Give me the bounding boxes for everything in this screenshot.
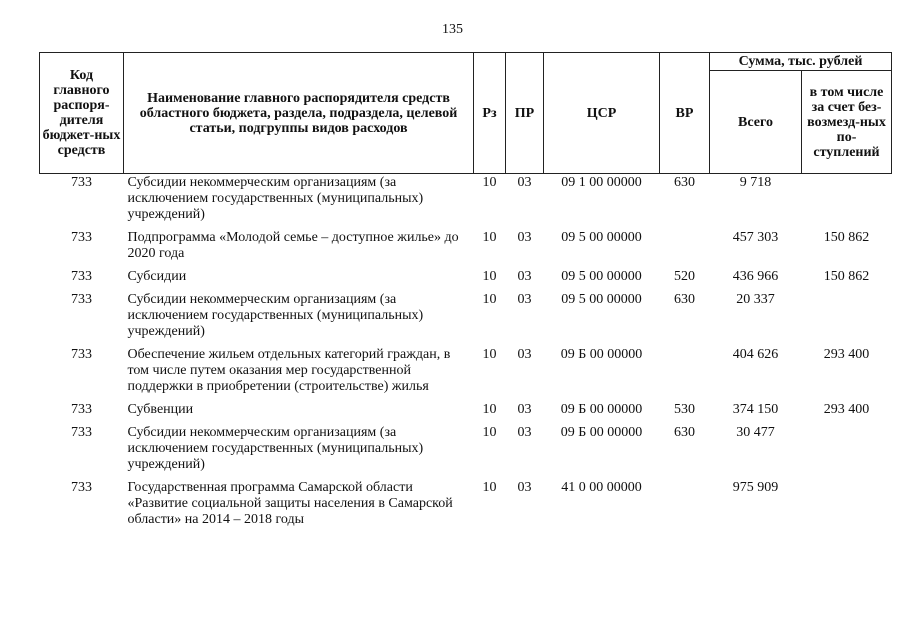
- cell-vr: 630: [674, 175, 695, 190]
- table-row: [40, 402, 892, 425]
- cell-vr: 520: [674, 269, 695, 284]
- cell-rz: 10: [482, 230, 497, 245]
- header-code: Код главного распоря-дителя бюджет-ных средств: [40, 53, 124, 174]
- cell-pr: 03: [517, 425, 532, 440]
- cell-csr: 09 Б 00 00000: [560, 402, 643, 417]
- cell-free: 293 400: [823, 402, 870, 417]
- cell-rz: 10: [482, 425, 497, 440]
- cell-rz: 10: [482, 175, 497, 190]
- cell-code: 733: [71, 175, 92, 190]
- cell-code: 733: [71, 230, 92, 245]
- cell-total: 975 909: [732, 480, 779, 495]
- cell-vr: [660, 480, 710, 535]
- cell-vr: [660, 347, 710, 402]
- cell-free: 150 862: [823, 230, 870, 245]
- header-total: Всего: [710, 71, 802, 174]
- cell-total: 404 626: [732, 347, 779, 362]
- cell-csr: 09 Б 00 00000: [560, 347, 643, 362]
- cell-code: 733: [71, 347, 92, 362]
- cell-name: Обеспечение жильем отдельных категорий граждан, в том числе путем оказания мер государственной поддержки в приобретении (строительстве) жилья: [127, 347, 451, 394]
- cell-name: Субсидии: [127, 269, 187, 284]
- cell-free: 293 400: [823, 347, 870, 362]
- cell-pr: 03: [517, 269, 532, 284]
- budget-table: [39, 52, 892, 535]
- cell-total: 9 718: [739, 175, 772, 190]
- cell-code: 733: [71, 292, 92, 307]
- table-row: [40, 230, 892, 269]
- table-header: [40, 53, 892, 174]
- cell-vr: 630: [674, 425, 695, 440]
- cell-pr: 03: [517, 402, 532, 417]
- cell-pr: 03: [517, 347, 532, 362]
- cell-free: [802, 425, 892, 480]
- cell-free: 150 862: [823, 269, 870, 284]
- header-pr: ПР: [506, 53, 544, 174]
- cell-rz: 10: [482, 480, 497, 495]
- table-row: [40, 347, 892, 402]
- cell-total: 374 150: [732, 402, 779, 417]
- cell-total: 30 477: [736, 425, 775, 440]
- header-name: Наименование главного распорядителя средств областного бюджета, раздела, подраздела, целевой статьи, подгруппы видов расходов: [124, 53, 474, 174]
- header-csr: ЦСР: [544, 53, 660, 174]
- cell-code: 733: [71, 425, 92, 440]
- cell-pr: 03: [517, 230, 532, 245]
- cell-pr: 03: [517, 292, 532, 307]
- cell-csr: 09 5 00 00000: [561, 230, 642, 245]
- table-row: [40, 480, 892, 535]
- cell-vr: [660, 230, 710, 269]
- cell-rz: 10: [482, 269, 497, 284]
- cell-pr: 03: [517, 480, 532, 495]
- cell-free: [802, 292, 892, 347]
- header-vr: ВР: [660, 53, 710, 174]
- header-free: в том числе за счет без-возмезд-ных по-ступлений: [802, 71, 892, 174]
- cell-csr: 41 0 00 00000: [561, 480, 642, 495]
- cell-name: Субсидии некоммерческим организациям (за исключением государственных (муниципальных) учреждений): [127, 425, 424, 472]
- cell-csr: 09 5 00 00000: [561, 292, 642, 307]
- cell-name: Субвенции: [127, 402, 194, 417]
- table-body: [40, 174, 892, 536]
- table-row: [40, 269, 892, 292]
- cell-name: Подпрограмма «Молодой семье – доступное жилье» до 2020 года: [127, 230, 459, 261]
- cell-csr: 09 5 00 00000: [561, 269, 642, 284]
- table-row: [40, 425, 892, 480]
- cell-code: 733: [71, 480, 92, 495]
- cell-total: 457 303: [732, 230, 779, 245]
- cell-csr: 09 Б 00 00000: [560, 425, 643, 440]
- page-number: 135: [442, 22, 463, 37]
- cell-code: 733: [71, 269, 92, 284]
- cell-code: 733: [71, 402, 92, 417]
- cell-name: Субсидии некоммерческим организациям (за исключением государственных (муниципальных) учреждений): [127, 175, 424, 222]
- cell-name: Государственная программа Самарской области «Развитие социальной защиты населения в Самарской области» на 2014 – 2018 годы: [127, 480, 453, 527]
- cell-rz: 10: [482, 402, 497, 417]
- cell-name: Субсидии некоммерческим организациям (за исключением государственных (муниципальных) учреждений): [127, 292, 424, 339]
- table-row: [40, 292, 892, 347]
- cell-free: [802, 480, 892, 535]
- cell-total: 436 966: [732, 269, 779, 284]
- cell-free: [802, 174, 892, 231]
- cell-rz: 10: [482, 292, 497, 307]
- cell-csr: 09 1 00 00000: [561, 175, 642, 190]
- cell-total: 20 337: [736, 292, 775, 307]
- table-row: [40, 174, 892, 231]
- cell-pr: 03: [517, 175, 532, 190]
- header-sum-group: Сумма, тыс. рублей: [710, 53, 892, 71]
- cell-vr: 530: [674, 402, 695, 417]
- header-rz: Рз: [474, 53, 506, 174]
- cell-vr: 630: [674, 292, 695, 307]
- cell-rz: 10: [482, 347, 497, 362]
